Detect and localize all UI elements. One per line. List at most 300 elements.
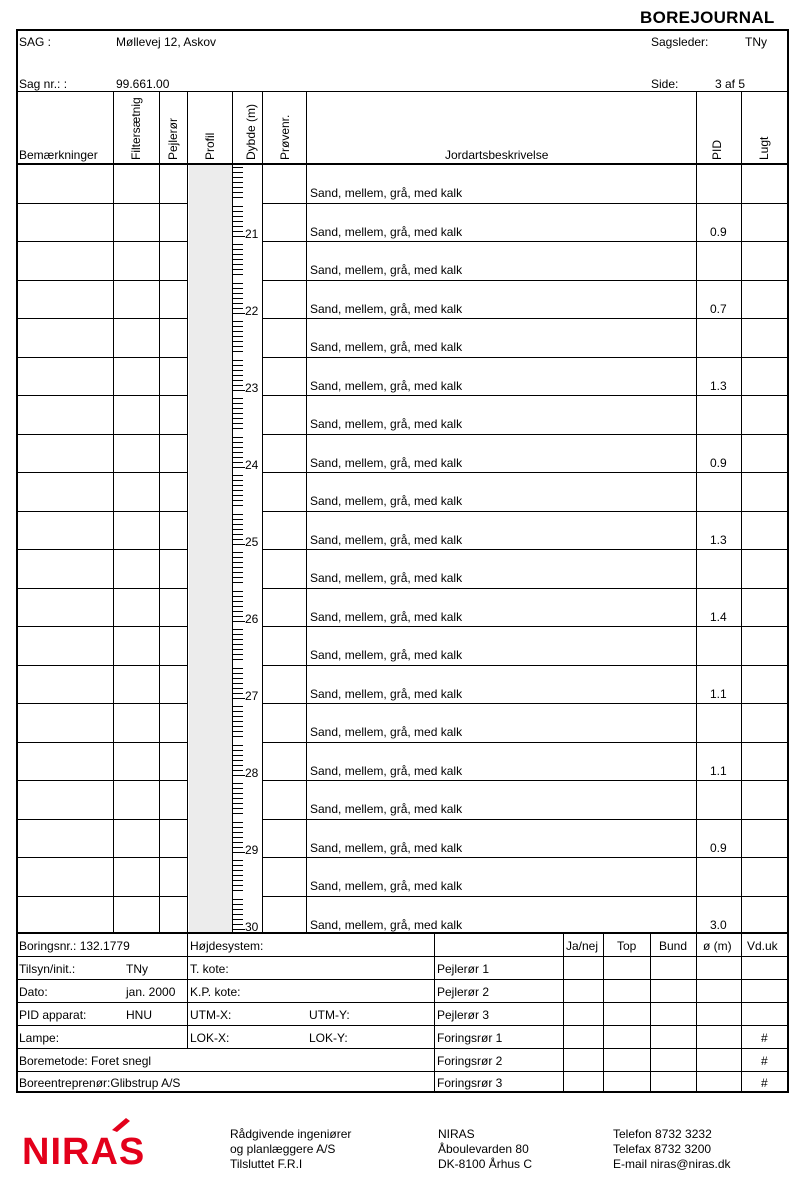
depth-tick bbox=[233, 524, 243, 525]
depth-tick bbox=[233, 716, 243, 717]
row-line-right bbox=[262, 203, 788, 204]
row-line-left bbox=[17, 588, 188, 589]
depth-tick bbox=[233, 283, 243, 284]
depth-tick bbox=[233, 899, 243, 900]
depth-tick bbox=[233, 721, 243, 722]
depth-tick bbox=[233, 236, 245, 237]
sagnr-label: Sag nr.: : bbox=[19, 77, 68, 91]
depth-tick bbox=[233, 390, 245, 391]
depth-tick bbox=[233, 654, 243, 655]
tkote: T. kote: bbox=[190, 962, 229, 976]
profile-column-fill bbox=[189, 164, 232, 933]
diam-header: ø (m) bbox=[703, 939, 732, 953]
depth-tick bbox=[233, 182, 243, 183]
col-dybde: Dybde (m) bbox=[244, 103, 258, 160]
hojdesystem: Højdesystem: bbox=[190, 939, 264, 953]
depth-tick bbox=[233, 760, 243, 761]
depth-tick bbox=[233, 177, 243, 178]
depth-tick bbox=[233, 644, 243, 645]
vduk-header: Vd.uk bbox=[747, 939, 778, 953]
row-line-left bbox=[17, 357, 188, 358]
depth-tick bbox=[233, 698, 245, 699]
footer-company-line: Tilsluttet F.R.I bbox=[230, 1157, 303, 1171]
col-filtersaetning: Filtersætnig bbox=[129, 97, 143, 160]
depth-tick bbox=[233, 567, 243, 568]
bottom-col-line-5 bbox=[650, 933, 651, 1092]
depth-tick bbox=[233, 890, 243, 891]
pid-value: 0.7 bbox=[710, 302, 727, 316]
top-header: Top bbox=[617, 939, 637, 953]
depth-tick bbox=[233, 269, 243, 270]
footer-company-line: og planlæggere A/S bbox=[230, 1142, 336, 1156]
depth-tick bbox=[233, 616, 243, 617]
depth-tick bbox=[233, 673, 243, 674]
dato-label: Dato: bbox=[19, 985, 48, 999]
depth-tick bbox=[233, 437, 243, 438]
depth-tick bbox=[233, 842, 243, 843]
niras-logo bbox=[20, 1112, 185, 1172]
depth-tick bbox=[233, 172, 243, 173]
depth-tick bbox=[233, 231, 243, 232]
depth-tick bbox=[233, 885, 243, 886]
row-line-right bbox=[262, 703, 788, 704]
row-line-left bbox=[17, 241, 188, 242]
depth-tick bbox=[233, 783, 243, 784]
depth-tick bbox=[233, 380, 243, 381]
row-line-right bbox=[262, 511, 788, 512]
row-line-right bbox=[262, 742, 788, 743]
depth-tick bbox=[233, 206, 243, 207]
depth-tick bbox=[233, 726, 243, 727]
soil-description: Sand, mellem, grå, med kalk bbox=[310, 417, 463, 431]
row-line-right bbox=[262, 549, 788, 550]
footer-company bbox=[230, 1127, 351, 1172]
sag-value: Møllevej 12, Askov bbox=[116, 35, 217, 49]
depth-tick bbox=[233, 467, 245, 468]
bottom-col-line-6 bbox=[696, 933, 697, 1092]
depth-tick bbox=[233, 360, 243, 361]
depth-label: 28 bbox=[245, 766, 259, 780]
depth-tick bbox=[233, 539, 243, 540]
footer-address bbox=[438, 1127, 532, 1172]
sagsleder-value: TNy bbox=[745, 35, 767, 49]
depth-tick bbox=[233, 798, 243, 799]
foring2-vduk: # bbox=[761, 1054, 768, 1068]
depth-tick bbox=[233, 870, 243, 871]
depth-tick bbox=[233, 813, 243, 814]
depth-tick bbox=[233, 447, 243, 448]
row-line-left bbox=[17, 896, 188, 897]
pid-apparat-label: PID apparat: bbox=[19, 1008, 87, 1022]
depth-tick bbox=[233, 621, 245, 622]
col-line-1 bbox=[113, 92, 114, 933]
depth-tick bbox=[233, 452, 243, 453]
boremetode: Boremetode: Foret snegl bbox=[19, 1054, 152, 1068]
depth-tick bbox=[233, 929, 245, 930]
depth-tick bbox=[233, 775, 245, 776]
row-line-left bbox=[17, 511, 188, 512]
tilsyn-value: TNy bbox=[126, 962, 148, 976]
depth-tick bbox=[233, 770, 243, 771]
depth-label: 26 bbox=[245, 612, 259, 626]
pid-value: 1.3 bbox=[710, 533, 727, 547]
soil-description: Sand, mellem, grå, med kalk bbox=[310, 841, 463, 855]
depth-tick bbox=[233, 745, 243, 746]
depth-tick bbox=[233, 904, 243, 905]
depth-tick bbox=[233, 490, 243, 491]
depth-tick bbox=[233, 803, 243, 804]
depth-tick bbox=[233, 442, 243, 443]
depth-tick bbox=[233, 865, 243, 866]
depth-tick bbox=[233, 924, 243, 925]
depth-tick bbox=[233, 197, 243, 198]
row-line-right bbox=[262, 819, 788, 820]
soil-description: Sand, mellem, grå, med kalk bbox=[310, 533, 463, 547]
depth-label: 23 bbox=[245, 381, 259, 395]
depth-tick bbox=[233, 495, 243, 496]
pid-value: 0.9 bbox=[710, 456, 727, 470]
depth-tick bbox=[233, 577, 243, 578]
depth-tick bbox=[233, 480, 243, 481]
depth-tick bbox=[233, 755, 243, 756]
depth-tick bbox=[233, 221, 243, 222]
lok-x: LOK-X: bbox=[190, 1031, 230, 1045]
depth-tick bbox=[233, 852, 245, 853]
soil-description: Sand, mellem, grå, med kalk bbox=[310, 225, 463, 239]
depth-tick bbox=[233, 601, 243, 602]
dato-value: jan. 2000 bbox=[126, 985, 176, 999]
footer-address-line: NIRAS bbox=[438, 1127, 475, 1141]
depth-label: 29 bbox=[245, 843, 259, 857]
depth-tick bbox=[233, 793, 243, 794]
depth-tick bbox=[233, 331, 243, 332]
depth-tick bbox=[233, 308, 243, 309]
niras-logo-mark bbox=[20, 1112, 185, 1172]
row-line-right bbox=[262, 318, 788, 319]
depth-tick bbox=[233, 500, 243, 501]
depth-tick bbox=[233, 274, 243, 275]
pid-value: 0.9 bbox=[710, 841, 727, 855]
bund-header: Bund bbox=[659, 939, 688, 953]
depth-label: 30 bbox=[245, 920, 259, 934]
row-line-left bbox=[17, 703, 188, 704]
logo-wordmark: NIRAS bbox=[22, 1131, 146, 1172]
row-line-right bbox=[262, 896, 788, 897]
depth-tick bbox=[233, 659, 243, 660]
depth-tick bbox=[233, 321, 243, 322]
row-line-left bbox=[17, 742, 188, 743]
depth-tick bbox=[233, 408, 243, 409]
bottom-col-line-4 bbox=[603, 933, 604, 1092]
bottom-col-line-7 bbox=[741, 933, 742, 1092]
depth-tick bbox=[233, 562, 243, 563]
depth-tick bbox=[233, 629, 243, 630]
row-line-left bbox=[17, 280, 188, 281]
kpkote: K.P. kote: bbox=[190, 985, 241, 999]
soil-description: Sand, mellem, grå, med kalk bbox=[310, 379, 463, 393]
row-line-left bbox=[17, 665, 188, 666]
boringsnr: Boringsnr.: 132.1779 bbox=[19, 939, 130, 953]
depth-tick bbox=[233, 259, 243, 260]
col-line-6 bbox=[306, 92, 307, 933]
depth-tick bbox=[233, 428, 243, 429]
bottom-col-line-2 bbox=[434, 933, 435, 1092]
bottom-row-line-4 bbox=[17, 1025, 788, 1026]
depth-tick bbox=[233, 919, 243, 920]
footer-address-line: Åboulevarden 80 bbox=[438, 1142, 529, 1156]
depth-tick bbox=[233, 678, 243, 679]
depth-tick bbox=[233, 187, 243, 188]
depth-tick bbox=[233, 534, 243, 535]
pid-value: 1.4 bbox=[710, 610, 727, 624]
soil-description: Sand, mellem, grå, med kalk bbox=[310, 687, 463, 701]
footer-email: E-mail niras@niras.dk bbox=[613, 1157, 731, 1171]
depth-tick bbox=[233, 582, 243, 583]
col-jordart: Jordartsbeskrivelse bbox=[445, 148, 549, 162]
depth-tick bbox=[233, 346, 243, 347]
depth-tick bbox=[233, 914, 243, 915]
pid-apparat-value: HNU bbox=[126, 1008, 152, 1022]
depth-tick bbox=[233, 519, 243, 520]
col-provenr: Prøvenr. bbox=[278, 114, 292, 160]
col-line-2 bbox=[159, 92, 160, 933]
row-line-left bbox=[17, 857, 188, 858]
depth-tick bbox=[233, 706, 243, 707]
depth-tick bbox=[233, 216, 243, 217]
footer-address-line: DK-8100 Århus C bbox=[438, 1157, 533, 1171]
col-pejleror: Pejlerør bbox=[166, 117, 180, 160]
soil-description: Sand, mellem, grå, med kalk bbox=[310, 456, 463, 470]
row-line-left bbox=[17, 780, 188, 781]
depth-tick bbox=[233, 514, 243, 515]
row-line-right bbox=[262, 626, 788, 627]
depth-tick bbox=[233, 336, 243, 337]
depth-tick bbox=[233, 688, 243, 689]
row-line-right bbox=[262, 434, 788, 435]
sagsleder-label: Sagsleder: bbox=[651, 35, 709, 49]
depth-label: 27 bbox=[245, 689, 259, 703]
header-divider bbox=[17, 91, 788, 92]
pejleror-1: Pejlerør 1 bbox=[437, 962, 490, 976]
pid-value: 1.1 bbox=[710, 687, 727, 701]
depth-tick bbox=[233, 385, 243, 386]
pid-value: 1.3 bbox=[710, 379, 727, 393]
bottom-row-line-2 bbox=[17, 979, 788, 980]
utm-y: UTM-Y: bbox=[309, 1008, 350, 1022]
depth-tick bbox=[233, 808, 243, 809]
depth-tick bbox=[233, 211, 243, 212]
page-title: BOREJOURNAL bbox=[640, 8, 775, 27]
depth-tick bbox=[233, 591, 243, 592]
row-line-left bbox=[17, 203, 188, 204]
depth-tick bbox=[233, 370, 243, 371]
row-line-right bbox=[262, 857, 788, 858]
bottom-col-line-3 bbox=[563, 933, 564, 1092]
depth-tick bbox=[233, 244, 243, 245]
depth-tick bbox=[233, 505, 243, 506]
depth-tick bbox=[233, 413, 243, 414]
depth-tick bbox=[233, 544, 245, 545]
soil-description: Sand, mellem, grå, med kalk bbox=[310, 186, 463, 200]
bottom-row-line-5 bbox=[17, 1048, 788, 1049]
depth-tick bbox=[233, 403, 243, 404]
soil-description: Sand, mellem, grå, med kalk bbox=[310, 263, 463, 277]
soil-description: Sand, mellem, grå, med kalk bbox=[310, 802, 463, 816]
depth-label: 25 bbox=[245, 535, 259, 549]
depth-tick bbox=[233, 326, 243, 327]
depth-tick bbox=[233, 313, 245, 314]
sagnr-value: 99.661.00 bbox=[116, 77, 170, 91]
depth-label: 24 bbox=[245, 458, 259, 472]
depth-tick bbox=[233, 765, 243, 766]
utm-x: UTM-X: bbox=[190, 1008, 232, 1022]
foringsror-2: Foringsrør 2 bbox=[437, 1054, 503, 1068]
depth-tick bbox=[233, 351, 243, 352]
col-line-5 bbox=[262, 92, 263, 933]
depth-tick bbox=[233, 557, 243, 558]
col-lugt: Lugt bbox=[757, 136, 771, 160]
depth-tick bbox=[233, 909, 243, 910]
depth-tick bbox=[233, 875, 243, 876]
depth-tick bbox=[233, 552, 243, 553]
depth-tick bbox=[233, 192, 243, 193]
soil-description: Sand, mellem, grå, med kalk bbox=[310, 764, 463, 778]
depth-tick bbox=[233, 827, 243, 828]
depth-tick bbox=[233, 375, 243, 376]
bottom-row-line-6 bbox=[17, 1071, 788, 1072]
pid-value: 0.9 bbox=[710, 225, 727, 239]
soil-description: Sand, mellem, grå, med kalk bbox=[310, 494, 463, 508]
col-line-7 bbox=[696, 92, 697, 933]
pid-value: 1.1 bbox=[710, 764, 727, 778]
pejleror-3: Pejlerør 3 bbox=[437, 1008, 490, 1022]
depth-tick bbox=[233, 264, 243, 265]
soil-description: Sand, mellem, grå, med kalk bbox=[310, 571, 463, 585]
depth-tick bbox=[233, 572, 243, 573]
depth-tick bbox=[233, 880, 243, 881]
row-line-left bbox=[17, 819, 188, 820]
depth-tick bbox=[233, 485, 243, 486]
depth-tick bbox=[233, 167, 243, 168]
soil-description: Sand, mellem, grå, med kalk bbox=[310, 302, 463, 316]
depth-tick bbox=[233, 693, 243, 694]
depth-tick bbox=[233, 606, 243, 607]
depth-tick bbox=[233, 832, 243, 833]
depth-tick bbox=[233, 634, 243, 635]
depth-tick bbox=[233, 649, 243, 650]
depth-tick bbox=[233, 303, 243, 304]
footer-company-line: Rådgivende ingeniører bbox=[230, 1127, 352, 1141]
janej-header: Ja/nej bbox=[566, 939, 599, 953]
col-bemaerkninger: Bemærkninger bbox=[19, 148, 98, 162]
depth-tick bbox=[233, 639, 243, 640]
footer-contact bbox=[613, 1127, 731, 1172]
col-pid: PID bbox=[710, 139, 724, 160]
row-line-right bbox=[262, 357, 788, 358]
row-line-right bbox=[262, 665, 788, 666]
col-line-4 bbox=[232, 92, 233, 933]
soil-description: Sand, mellem, grå, med kalk bbox=[310, 648, 463, 662]
depth-tick bbox=[233, 298, 243, 299]
foring1-vduk: # bbox=[761, 1031, 768, 1045]
depth-tick bbox=[233, 398, 243, 399]
sag-label: SAG : bbox=[19, 35, 52, 49]
soil-description: Sand, mellem, grå, med kalk bbox=[310, 340, 463, 354]
depth-tick bbox=[233, 788, 243, 789]
depth-tick bbox=[233, 596, 243, 597]
depth-tick bbox=[233, 860, 243, 861]
table-bottom-divider bbox=[17, 932, 788, 934]
row-line-left bbox=[17, 434, 188, 435]
lok-y: LOK-Y: bbox=[309, 1031, 348, 1045]
row-line-right bbox=[262, 241, 788, 242]
depth-tick bbox=[233, 423, 243, 424]
soil-description: Sand, mellem, grå, med kalk bbox=[310, 879, 463, 893]
bottom-col-line-1 bbox=[187, 933, 188, 1048]
boreentreprenor: Boreentreprenør:Glibstrup A/S bbox=[19, 1076, 181, 1090]
depth-label: 22 bbox=[245, 304, 259, 318]
foringsror-3: Foringsrør 3 bbox=[437, 1076, 503, 1090]
bottom-row-line-1 bbox=[17, 956, 788, 957]
depth-tick bbox=[233, 341, 243, 342]
footer-fax: Telefax 8732 3200 bbox=[613, 1142, 712, 1156]
col-line-3 bbox=[187, 92, 188, 933]
row-line-right bbox=[262, 395, 788, 396]
depth-tick bbox=[233, 249, 243, 250]
row-line-left bbox=[17, 549, 188, 550]
depth-tick bbox=[233, 837, 243, 838]
side-value: 3 af 5 bbox=[715, 77, 746, 91]
depth-tick bbox=[233, 365, 243, 366]
row-line-right bbox=[262, 780, 788, 781]
row-line-left bbox=[17, 472, 188, 473]
bottom-row-line-3 bbox=[17, 1002, 788, 1003]
depth-tick bbox=[233, 529, 243, 530]
depth-tick bbox=[233, 822, 243, 823]
column-header-divider bbox=[17, 163, 788, 165]
depth-tick bbox=[233, 457, 243, 458]
pejleror-2: Pejlerør 2 bbox=[437, 985, 490, 999]
soil-description: Sand, mellem, grå, med kalk bbox=[310, 918, 463, 932]
col-profil: Profil bbox=[203, 132, 217, 160]
depth-tick bbox=[233, 418, 243, 419]
row-line-left bbox=[17, 318, 188, 319]
row-line-right bbox=[262, 280, 788, 281]
depth-tick bbox=[233, 254, 243, 255]
row-line-right bbox=[262, 588, 788, 589]
foring3-vduk: # bbox=[761, 1076, 768, 1090]
depth-tick bbox=[233, 731, 243, 732]
depth-tick bbox=[233, 462, 243, 463]
depth-tick bbox=[233, 683, 243, 684]
row-line-left bbox=[17, 395, 188, 396]
tilsyn-label: Tilsyn/init.: bbox=[19, 962, 76, 976]
depth-tick bbox=[233, 668, 243, 669]
row-line-left bbox=[17, 626, 188, 627]
footer-phone: Telefon 8732 3232 bbox=[613, 1127, 712, 1141]
depth-label: 21 bbox=[245, 227, 259, 241]
depth-tick bbox=[233, 475, 243, 476]
row-line-right bbox=[262, 472, 788, 473]
depth-tick bbox=[233, 736, 243, 737]
pid-value: 3.0 bbox=[710, 918, 727, 932]
soil-description: Sand, mellem, grå, med kalk bbox=[310, 725, 463, 739]
foringsror-1: Foringsrør 1 bbox=[437, 1031, 503, 1045]
depth-tick bbox=[233, 288, 243, 289]
depth-tick bbox=[233, 226, 243, 227]
side-label: Side: bbox=[651, 77, 679, 91]
soil-description: Sand, mellem, grå, med kalk bbox=[310, 610, 463, 624]
